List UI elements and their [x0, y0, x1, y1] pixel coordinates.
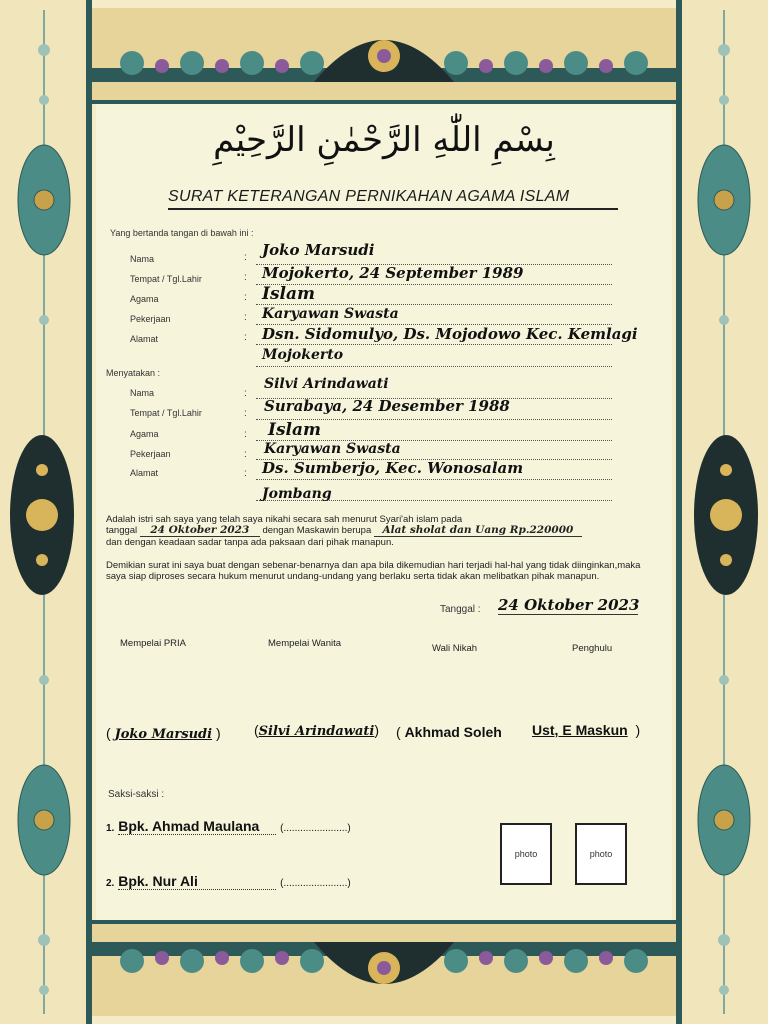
- top-ornament-band: [92, 8, 676, 104]
- dotted-line: [256, 344, 612, 345]
- label-ttl: Tempat / Tgl.Lahir: [130, 274, 202, 284]
- dotted-line: [256, 479, 612, 480]
- witness-1-signature: (.......................): [280, 823, 351, 834]
- paper-area: [96, 104, 672, 920]
- mempelai-pria-label: Mempelai PRIA: [120, 638, 186, 649]
- colon: :: [244, 449, 247, 460]
- label-alamat: Alamat: [130, 334, 159, 344]
- husband-pekerjaan: Karyawan Swasta: [262, 306, 399, 322]
- statement-line-2: [106, 525, 658, 537]
- wife-nama: Silvi Arindawati: [264, 376, 389, 392]
- wife-alamat-line1: Ds. Sumberjo, Kec. Wonosalam: [262, 459, 524, 477]
- witness-1: [106, 818, 351, 835]
- colon: :: [244, 312, 247, 323]
- witness-2: [106, 873, 351, 890]
- maskawin-text: dengan Maskawin berupa: [262, 525, 372, 536]
- colon: :: [244, 332, 247, 343]
- bottom-ornament-band: [92, 920, 676, 1016]
- mempelai-wanita-label: Mempelai Wanita: [268, 638, 342, 649]
- wife-agama: Islam: [268, 420, 321, 440]
- wali-nikah-label: Wali Nikah: [432, 643, 478, 654]
- statement-line-1: Adalah istri sah saya yang telah saya nikahi secara sah menurut Syari'ah islam pada: [106, 514, 463, 525]
- statement-paragraph-2: Demikian surat ini saya buat dengan sebenar-benarnya dan apa bila dikemudian hari terjadi hal-hal yang tidak diinginkan,maka saya siap diproses secara hukum menurut undang-undang yang berlaku serta tidak akan melibatkan pihak manapun.: [106, 560, 641, 582]
- label-nama: Nama: [130, 254, 155, 264]
- witness-2-name: Bpk. Nur Ali: [118, 873, 276, 890]
- document-title: SURAT KETERANGAN PERNIKAHAN AGAMA ISLAM: [168, 188, 618, 210]
- colon: :: [244, 429, 247, 440]
- tanggal-value: 24 Oktober 2023: [498, 596, 640, 614]
- colon: :: [244, 252, 247, 263]
- label-pekerjaan: Pekerjaan: [130, 449, 171, 459]
- husband-alamat-line2: Mojokerto: [262, 347, 344, 363]
- dotted-line: [256, 366, 612, 367]
- photo-box-1: photo: [500, 823, 552, 885]
- marriage-date: 24 Oktober 2023: [140, 525, 260, 537]
- statement-paragraph-1: [106, 514, 658, 548]
- statement-line-3: dan dengan keadaan sadar tanpa ada paksaan dari pihak manapun.: [106, 537, 394, 548]
- witness-1-number: 1.: [106, 823, 115, 834]
- bottom-band-pattern-icon: [92, 924, 676, 1016]
- colon: :: [244, 408, 247, 419]
- husband-alamat-line1: Dsn. Sidomulyo, Ds. Mojodowo Kec. Kemlagi: [262, 325, 638, 343]
- colon: :: [244, 468, 247, 479]
- wife-pekerjaan: Karyawan Swasta: [264, 441, 401, 457]
- penghulu-name: Ust, E Maskun: [532, 722, 628, 738]
- dotted-line: [256, 304, 612, 305]
- penghulu-label: Penghulu: [572, 643, 613, 654]
- label-nama: Nama: [130, 388, 155, 398]
- pria-name: Joko Marsudi: [114, 727, 213, 742]
- tanggal-word: tanggal: [106, 525, 138, 536]
- witness-1-name: Bpk. Ahmad Maulana: [118, 818, 276, 835]
- label-agama: Agama: [130, 429, 159, 439]
- bismillah-calligraphy: بِسْمِ اللّٰهِ الرَّحْمٰنِ الرَّحِيْمِ: [213, 120, 555, 160]
- saksi-label: Saksi-saksi :: [108, 789, 165, 800]
- colon: :: [244, 272, 247, 283]
- colon: :: [244, 388, 247, 399]
- label-alamat: Alamat: [130, 468, 159, 478]
- intro-text: Yang bertanda tangan di bawah ini :: [110, 228, 254, 238]
- husband-nama: Joko Marsudi: [262, 241, 375, 259]
- colon: :: [244, 292, 247, 303]
- menyatakan-label: Menyatakan :: [106, 368, 161, 378]
- top-band-pattern-icon: [92, 8, 676, 100]
- wanita-name: Silvi Arindawati: [258, 724, 375, 739]
- label-pekerjaan: Pekerjaan: [130, 314, 171, 324]
- mahar-value: Alat sholat dan Uang Rp.220000: [374, 525, 582, 537]
- label-agama: Agama: [130, 294, 159, 304]
- witness-2-signature: (.......................): [280, 878, 351, 889]
- wali-signature-name: ( Akhmad Soleh: [396, 724, 502, 740]
- wanita-signature-name: (Silvi Arindawati): [254, 722, 380, 739]
- wife-alamat-line2: Jombang: [262, 486, 332, 502]
- husband-ttl: Mojokerto, 24 September 1989: [262, 264, 524, 282]
- wali-name: Akhmad Soleh: [404, 724, 502, 740]
- label-ttl: Tempat / Tgl.Lahir: [130, 408, 202, 418]
- penghulu-signature-name: Ust, E Maskun ): [532, 722, 641, 738]
- wife-ttl: Surabaya, 24 Desember 1988: [264, 397, 510, 415]
- husband-agama: Islam: [262, 284, 315, 304]
- pria-signature-name: ( Joko Marsudi ): [106, 725, 221, 742]
- witness-2-number: 2.: [106, 878, 115, 889]
- tanggal-label: Tanggal :: [440, 604, 481, 615]
- photo-box-2: photo: [575, 823, 627, 885]
